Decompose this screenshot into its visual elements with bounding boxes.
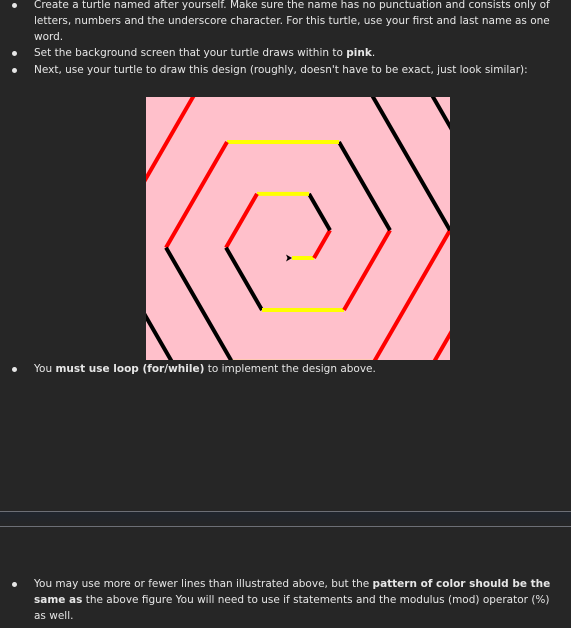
bullet-pattern-end: the above figure You will need to use if statements and the modulus (mod) operator (%) as well. (34, 594, 550, 622)
bullet-create-turtle-text: Create a turtle named after yourself. Make sure the name has no punctuation and consists only of letters, numbers and the underscore character. For this turtle, use your first and last name as one word. (34, 0, 550, 43)
bullet-pattern-bold: pattern of color should be the same as (34, 578, 551, 606)
bullet-background-end: . (371, 47, 376, 59)
bullet-color-pattern (34, 576, 564, 624)
bullet-background-bold: pink (346, 47, 372, 59)
page-gap (0, 512, 571, 526)
bullet-background-text: Set the background screen that your turtle draws within to (34, 47, 347, 59)
turtle-design-figure (146, 97, 450, 360)
bullet-background (34, 45, 564, 61)
bullet-pattern-text: You may use more or fewer lines than illustrated above, but the (34, 578, 373, 590)
design-background (146, 97, 450, 360)
design-canvas (146, 97, 450, 360)
bullet-loop-text: You (34, 363, 56, 375)
bullet-draw-design (34, 62, 564, 78)
page-break-bottom (0, 526, 571, 527)
bullet-draw-design-text: Next, use your turtle to draw this design (roughly, doesn't have to be exact, just look similar): (34, 64, 528, 76)
bullet-loop-end: to implement the design above. (204, 363, 376, 375)
bullet-must-use-loop (34, 361, 564, 377)
bullet-create-turtle (34, 0, 564, 45)
bullet-loop-bold: must use loop (for/while) (55, 363, 205, 375)
